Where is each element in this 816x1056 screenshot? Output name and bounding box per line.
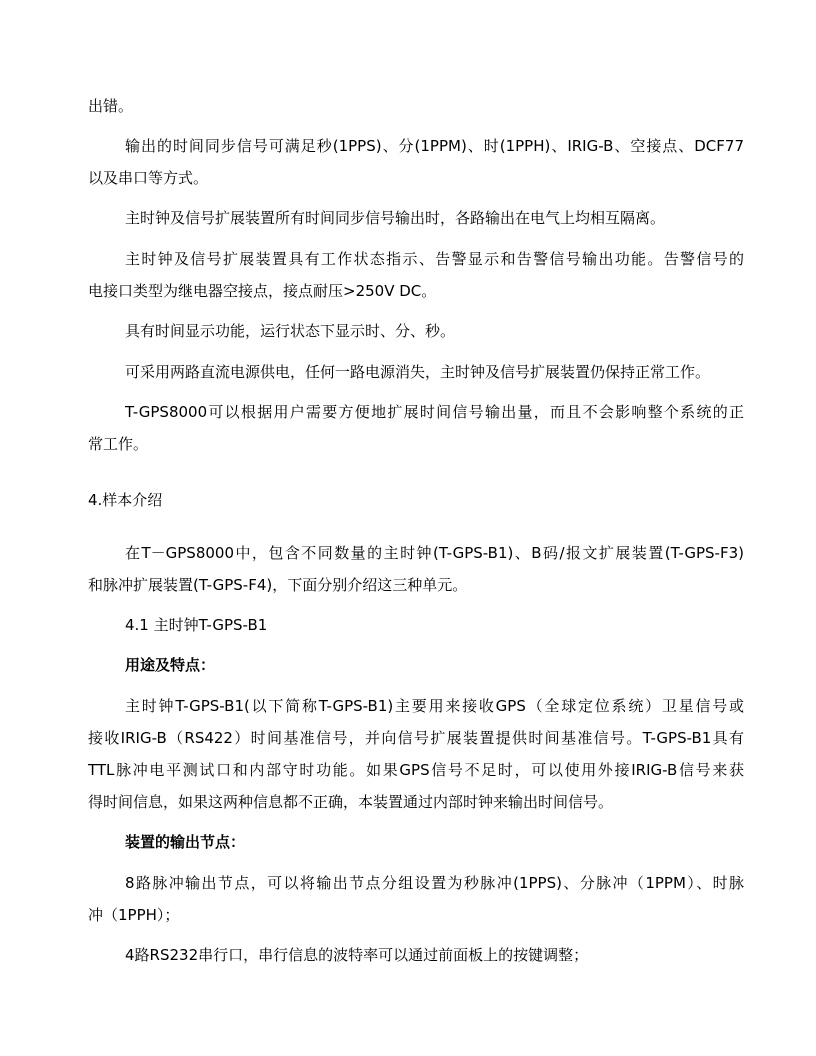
paragraph-line: 主时钟及信号扩展装置具有工作状态指示、告警显示和告警信号输出功能。告警信号的 xyxy=(125,250,744,268)
paragraph-line: TTL脉冲电平测试口和内部守时功能。如果GPS信号不足时，可以使用外接IRIG-B信号来获 xyxy=(88,761,744,779)
section-heading: 4.样本介绍 xyxy=(88,491,163,509)
paragraph-line: 以及串口等方式。 xyxy=(88,169,209,187)
paragraph-line: 8路脉冲输出节点，可以将输出节点分组设置为秒脉冲(1PPS)、分脉冲（1PPM）、时脉 xyxy=(125,874,744,892)
paragraph-line: 在T－GPS8000中，包含不同数量的主时钟(T-GPS-B1)、B码/报文扩展装置(T-GPS-F3) xyxy=(125,544,744,562)
paragraph-line: 可采用两路直流电源供电，任何一路电源消失，主时钟及信号扩展装置仍保持正常工作。 xyxy=(125,363,711,381)
subsection-heading: 4.1 主时钟T-GPS-B1 xyxy=(125,616,268,634)
paragraph-line: 4路RS232串行口，串行信息的波特率可以通过前面板上的按键调整； xyxy=(125,946,589,964)
paragraph-line: 主时钟T-GPS-B1(以下简称T-GPS-B1)主要用来接收GPS（全球定位系统）卫星信号或 xyxy=(125,697,744,715)
subheading: 用途及特点： xyxy=(125,656,216,674)
paragraph-line: 具有时间显示功能，运行状态下显示时、分、秒。 xyxy=(125,322,456,340)
paragraph-line: 常工作。 xyxy=(88,435,149,453)
paragraph-line: 电接口类型为继电器空接点，接点耐压>250V DC。 xyxy=(88,282,437,300)
paragraph-line: 出错。 xyxy=(88,97,134,115)
subheading: 装置的输出节点： xyxy=(125,833,246,851)
paragraph-line: T-GPS8000可以根据用户需要方便地扩展时间信号输出量，而且不会影响整个系统的正 xyxy=(125,403,744,421)
paragraph-line: 输出的时间同步信号可满足秒(1PPS)、分(1PPM)、时(1PPH)、IRIG-B、空接点、DCF77 xyxy=(125,137,744,155)
paragraph-line: 和脉冲扩展装置(T-GPS-F4)，下面分别介绍这三种单元。 xyxy=(88,576,468,594)
paragraph-line: 主时钟及信号扩展装置所有时间同步信号输出时，各路输出在电气上均相互隔离。 xyxy=(125,209,666,227)
paragraph-line: 接收IRIG-B（RS422）时间基准信号，并向信号扩展装置提供时间基准信号。T-GPS-B1具有 xyxy=(88,729,744,747)
paragraph-line: 冲（1PPH）； xyxy=(88,906,180,924)
paragraph-line: 得时间信息，如果这两种信息都不正确，本装置通过内部时钟来输出时间信号。 xyxy=(88,793,614,811)
